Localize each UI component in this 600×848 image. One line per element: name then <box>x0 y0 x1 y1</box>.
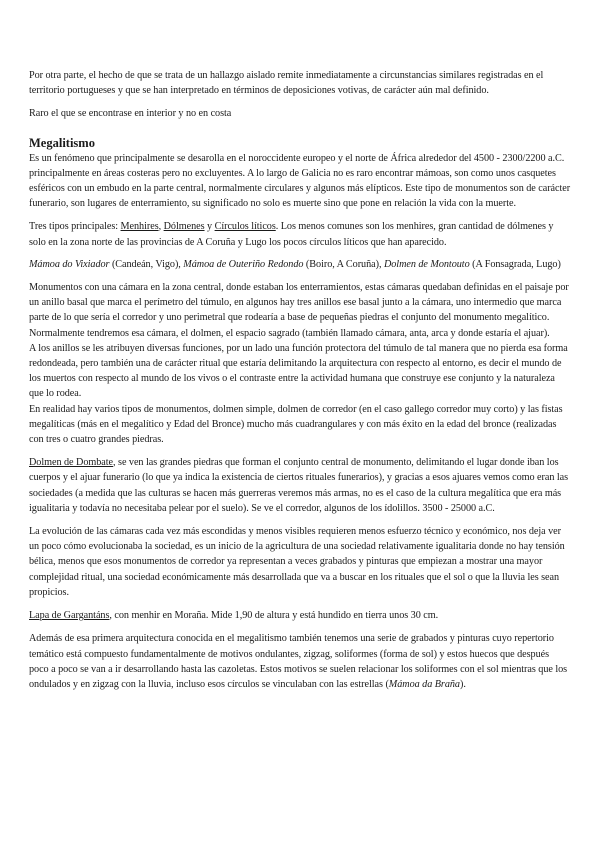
link-lapa-gargantans[interactable]: Lapa de Gargantáns <box>29 610 110 622</box>
tipos-sep2: y <box>204 221 215 233</box>
ejemplo-montouto: Dolmen de Montouto <box>383 258 470 270</box>
link-dolmen-dombate[interactable]: Dolmen de Dombate <box>29 457 114 469</box>
paragraph-realidad: En realidad hay varios tipos de monumentos, dolmen simple, dolmen de corredor (en el caso gallego corredor muy corto) y las fistas megalíticas (más en el megalítico y Edad del Bronce) mucho más cuadrangulares y con más éxito en la edad del bronce (realizadas con tres o cuatro grandes piedras. <box>29 403 563 446</box>
tipos-post: . Los menos comunes son los menhires, gran cantidad de dólmenes y solo en la zona norte de las provincias de A Coruña y Lugo los pocos círculos líticos que han aparecido. <box>29 221 554 248</box>
paragraph-intro: Por otra parte, el hecho de que se trata de un hallazgo aislado remite inmediatamente a circunstancias similares registradas en el territorio portugueses y que se han interpretado en términos de deposiciones votivas, de carácter aún mal definido. <box>29 70 544 97</box>
paragraph-tipos <box>29 219 571 249</box>
dombate-text: , se ven las grandes piedras que forman el conjunto central de monumento, delimitando el lugar donde iban los cuerpos y el ajuar funerario (lo que ya indica la existencia de ciertos rituales funerarios), y gracias a esos ajuares vemos como eran las sociedades (a medida que las culturas se hacen más guerreras veremos más armas, no es el caso de la cultura megalítica que era más igualitaria y todavía no necesitaba pelear por el suelo). Se ve el corredor, algunos de los ídolillos. 3500 - 25000 a.C. <box>29 457 569 514</box>
ejemplo-montouto-loc: (A Fonsagrada, Lugo) <box>469 258 561 270</box>
link-circulos-liticos[interactable]: Círculos líticos <box>214 221 276 233</box>
paragraph-monumentos: Monumentos con una cámara en la zona central, donde estaban los enterramientos, estas cámaras quedaban definidas en el paisaje por un anillo basal que marca el perímetro del túmulo, en algunos hay tres anillos ese basal junto a la cámara, uno intermedio que marca parte de lo que sería el corredor y uno perimetral que rodearía a base de pequeñas piedras el conjunto del monumento megalítico. Normalmente tendremos esa cámara, el dolmen, el espacio sagrado (también llamado cámara, anta, arca y donde estaría el ajuar). <box>29 282 569 339</box>
ejemplo-vixiador-loc: (Candeán, Vigo), <box>109 258 184 270</box>
paragraph-raro: Raro el que se encontrase en interior y no en costa <box>29 108 232 120</box>
paragraph-ejemplos <box>29 257 571 272</box>
tipos-sep1: , <box>158 221 164 233</box>
link-dolmenes[interactable]: Dólmenes <box>163 221 205 233</box>
ademas-mamoa-brana: Mámoa da Braña <box>388 678 460 690</box>
ejemplo-vixiador: Mámoa do Vixiador <box>29 258 110 270</box>
link-menhires[interactable]: Menhires <box>120 221 159 233</box>
paragraph-evolucion: La evolución de las cámaras cada vez más escondidas y menos visibles requieren menos esfuerzo técnico y económico, nos deja ver un poco cómo evolucionaba la sociedad, es un inicio de la agricultura de una sociedad relativamente igualitaria donde no hay tensión bélica, menos que esos monumentos de corredor ya representan a veces grabados y pinturas que empiezan a mostrar una mayor complejidad ritual, una sociedad económicamente más desarrollada que va a buscar en los rituales que el sol o que la lluvia les sean propicios. <box>29 526 565 598</box>
paragraph-lapa <box>29 608 571 623</box>
ademas-text: Además de esa primera arquitectura conocida en el megalitismo también tenemos una serie de grabados y pinturas cuyo repertorio temático está compuesto fundamentalmente de motivos ondulantes, zigzag, soliformes (forma de sol) y estos huecos que después poco a poco se van a ir desarrollando hasta las cazoletas. Estos motivos se suelen relacionar los soliformes con el sol mientras que los ondulados y en zigzag con la lluvia, incluso esos círculos se vinculaban con las estrellas ( <box>29 633 568 690</box>
paragraph-dombate <box>29 455 571 516</box>
paragraph-fenomeno: Es un fenómeno que principalmente se desarolla en el noroccidente europeo y el norte de África alrededor del 4500 - 2300/2200 a.C. principalmente en áreas costeras pero no excluyentes. A lo largo de Galicia no es raro encontrar mámoas, son como unos casquetes esféricos con un embudo en la parte central, normalmente circulares y algunos más elípticos. Este tipo de monumentos son de carácter funerario, son lugares de enterramiento, su significado no solo es muerte sino que pone en relación la vida con la muerte. <box>29 152 571 210</box>
paragraph-ademas <box>29 631 571 692</box>
heading-megalitismo: Megalitismo <box>29 135 95 150</box>
tipos-pre: Tres tipos principales: <box>29 221 121 233</box>
lapa-text: , con menhir en Moraña. Mide 1,90 de altura y está hundido en tierra unos 30 cm. <box>109 610 439 622</box>
ejemplo-outerino: Mámoa de Outeriño Redondo <box>183 258 304 270</box>
ejemplo-outerino-loc: (Boiro, A Coruña), <box>303 258 384 270</box>
ademas-end: ). <box>459 678 466 690</box>
paragraph-anillos: A los anillos se les atribuyen diversas funciones, por un lado una función protectora del túmulo de tal manera que no pierda esa forma redondeada, pero también una de carácter ritual que estaría delimitando la arquitectura con respecto al entorno, es decir el mundo de los muertos con respecto al mundo de los vivos o el contraste entre la actividad humana que construye ese conjunto y la naturaleza que lo rodea. <box>29 342 568 400</box>
